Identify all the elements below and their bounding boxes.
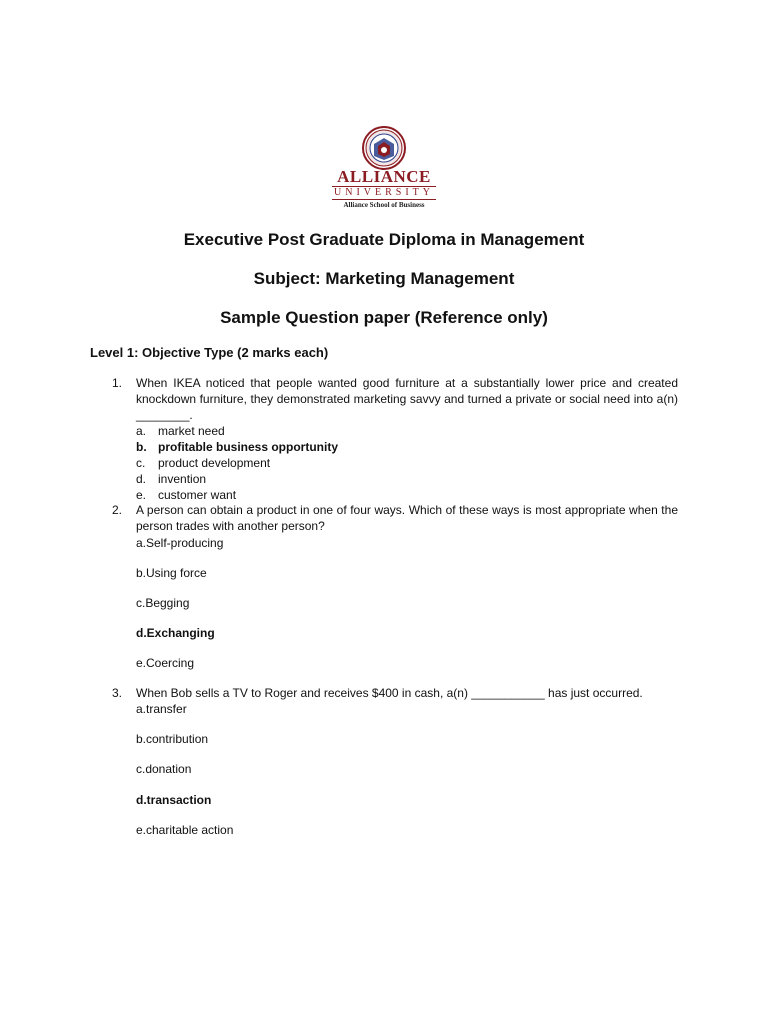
program-title: Executive Post Graduate Diploma in Management: [183, 230, 585, 249]
option-text: market need: [158, 424, 225, 438]
option-3e: e.charitable action: [136, 823, 234, 837]
option-3b: b.contribution: [136, 732, 209, 746]
alliance-university-logo: [326, 126, 442, 212]
logo-school: Alliance School of Business: [343, 201, 425, 209]
logo-name: ALLIANCE: [337, 167, 431, 186]
option-letter: c.: [136, 456, 146, 470]
option-3c: c.donation: [136, 762, 192, 776]
option-text: profitable business opportunity: [158, 440, 339, 454]
paper-title: Sample Question paper (Reference only): [220, 308, 548, 327]
question-text: When IKEA noticed that people wanted good furniture at a substantially lower price and created knockdown furniture, they demonstrated marketing savvy and turned a private or social need into a(n) ________.: [136, 376, 678, 422]
logo-university: UNIVERSITY: [334, 187, 434, 198]
option-3d: d.transaction: [136, 793, 212, 807]
option-letter: d.: [136, 472, 147, 486]
option-text: customer want: [158, 488, 237, 502]
question-text: When Bob sells a TV to Roger and receives $400 in cash, a(n) ___________ has just occurred.: [136, 686, 643, 700]
option-text: product development: [158, 456, 271, 470]
option-2d: d.Exchanging: [136, 626, 215, 640]
option-2a: a.Self-producing: [136, 536, 224, 550]
question-number: 1.: [112, 376, 123, 390]
question-number: 3.: [112, 686, 123, 700]
option-2e: e.Coercing: [136, 656, 195, 670]
level-heading: Level 1: Objective Type (2 marks each): [90, 345, 329, 360]
university-seal-icon: [360, 126, 408, 170]
option-letter: b.: [136, 440, 147, 454]
option-3a: a.transfer: [136, 702, 187, 716]
question-number: 2.: [112, 503, 123, 517]
question-text: A person can obtain a product in one of four ways. Which of these ways is most appropriate when the person trades with another person?: [136, 503, 678, 533]
option-letter: e.: [136, 488, 147, 502]
option-2b: b.Using force: [136, 566, 207, 580]
option-letter: a.: [136, 424, 147, 438]
option-2c: c.Begging: [136, 596, 190, 610]
subject-title: Subject: Marketing Management: [253, 269, 515, 288]
option-text: invention: [158, 472, 207, 486]
